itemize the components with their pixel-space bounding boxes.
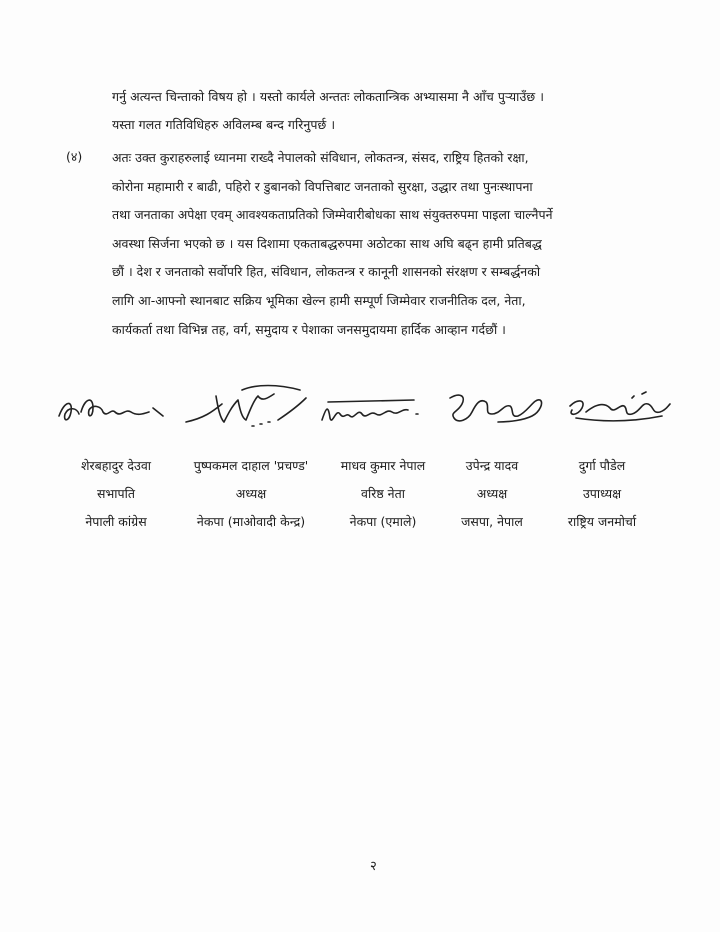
signatory-5 bbox=[542, 452, 662, 536]
page-number: २ bbox=[370, 859, 377, 874]
signatory-name: दुर्गा पौडेल bbox=[578, 458, 626, 473]
signatory-title: अध्यक्ष bbox=[476, 486, 508, 501]
signatory-2 bbox=[172, 452, 330, 536]
signatory-name: शेरबहादुर देउवा bbox=[80, 458, 152, 473]
signatory-name: उपेन्द्र यादव bbox=[465, 458, 519, 473]
signatory-title: उपाध्यक्ष bbox=[582, 486, 622, 501]
signatory-4 bbox=[446, 452, 538, 536]
signatory-party: नेकपा (माओवादी केन्द्र) bbox=[196, 514, 306, 529]
paragraph-line: अतः उक्त कुराहरुलाई ध्यानमा राख्दै नेपालको संविधान, लोकतन्त्र, संसद, राष्ट्रिय हितको रक्षा, bbox=[112, 150, 529, 165]
signatures-row bbox=[0, 378, 720, 438]
paragraph-line: अवस्था सिर्जना भएको छ । यस दिशामा एकताबद्धरुपमा अठोटका साथ अघि बढ्न हामी प्रतिबद्ध bbox=[112, 235, 542, 251]
paragraph-line: छौं । देश र जनताको सर्वोपरि हित, संविधान, लोकतन्त्र र कानूनी शासनको संरक्षण र सम्बर्द्धनको bbox=[112, 264, 541, 280]
signature-3 bbox=[318, 378, 430, 438]
continuation-line-2: यस्ता गलत गतिविधिहरु अविलम्ब बन्द गरिनुपर्छ । bbox=[112, 117, 336, 132]
paragraph-line: लागि आ-आफ्नो स्थानबाट सक्रिय भूमिका खेल्न हामी सम्पूर्ण जिम्मेवार राजनीतिक दल, नेता, bbox=[112, 292, 526, 308]
signatory-party: राष्ट्रिय जनमोर्चा bbox=[567, 514, 637, 529]
paragraph-line: कोरोना महामारी र बाढी, पहिरो र डुबानको विपत्तिबाट जनताको सुरक्षा, उद्धार तथा पुनःस्थापना bbox=[112, 178, 533, 194]
signatory-3 bbox=[322, 452, 444, 536]
signatory-title: सभापति bbox=[97, 486, 135, 501]
point-number: (४) bbox=[66, 149, 83, 164]
signatory-party: नेपाली कांग्रेस bbox=[85, 514, 147, 529]
signatory-title: वरिष्ठ नेता bbox=[361, 486, 405, 501]
signature-2 bbox=[182, 378, 312, 438]
continuation-line-1: गर्नु अत्यन्त चिन्ताको विषय हो । यस्तो कार्यले अन्ततः लोकतान्त्रिक अभ्यासमा नै आँच पुर्‍याउँछ । bbox=[112, 89, 544, 104]
signature-4 bbox=[440, 378, 550, 438]
signature-1 bbox=[55, 378, 167, 438]
signatory-party: जसपा, नेपाल bbox=[461, 514, 523, 529]
paragraph-point-4 bbox=[112, 144, 652, 344]
signatory-party: नेकपा (एमाले) bbox=[349, 514, 417, 529]
signatory-1 bbox=[58, 452, 174, 536]
paragraph-line: तथा जनताका अपेक्षा एवम् आवश्यकताप्रतिको जिम्मेवारीबोधका साथ संयुक्तरुपमा पाइला चाल्नैपर्ने bbox=[112, 207, 553, 223]
signatory-title: अध्यक्ष bbox=[235, 486, 267, 501]
signatory-name: माधव कुमार नेपाल bbox=[340, 458, 426, 473]
paragraph-line: कार्यकर्ता तथा विभिन्न तह, वर्ग, समुदाय र पेशाका जनसमुदायमा हार्दिक आव्हान गर्दछौं । bbox=[112, 321, 506, 337]
signatory-name: पुष्पकमल दाहाल 'प्रचण्ड' bbox=[193, 458, 309, 473]
signature-5 bbox=[562, 378, 674, 438]
